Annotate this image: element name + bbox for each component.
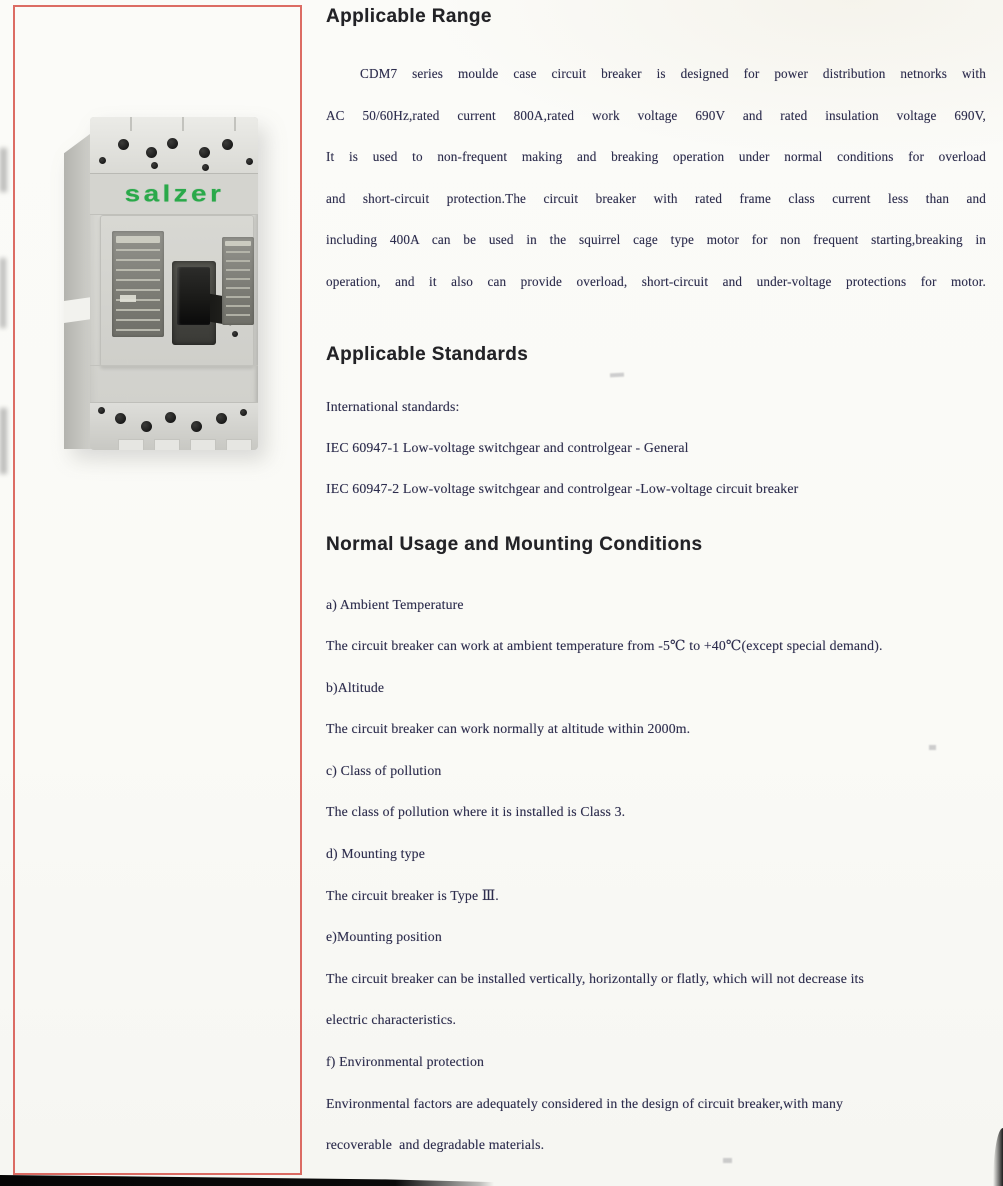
toggle-handle: [177, 267, 210, 325]
scan-speck: [929, 745, 936, 750]
text-line: IEC 60947-1 Low-voltage switchgear and controlgear - General: [326, 440, 689, 455]
text-line: recoverable and degradable materials.: [326, 1137, 545, 1152]
breaker-front-face: [90, 117, 258, 449]
screw-dot: [146, 147, 157, 158]
text-line: a) Ambient Temperature: [326, 597, 464, 612]
text-line: Environmental factors are adequately considered in the design of circuit breaker,with many: [326, 1096, 844, 1111]
screw-dot: [165, 412, 176, 423]
screw-dot: [202, 164, 209, 171]
screw-dot: [199, 147, 210, 158]
scan-smudge: [0, 408, 7, 474]
heading-applicable-range: Applicable Range: [326, 6, 492, 27]
terminal-groove: [234, 117, 236, 131]
terminal-groove: [130, 117, 132, 131]
screw-dot: [191, 421, 202, 432]
text-line: CDM7 series moulde case circuit breaker is designed for power distribution netnorks with: [360, 66, 986, 81]
rating-label-text-lines: [116, 249, 160, 331]
screw-dot: [240, 409, 247, 416]
rating-label-title: [225, 241, 251, 246]
text-line: c) Class of pollution: [326, 763, 442, 778]
scan-speck: [723, 1158, 732, 1163]
text-line: d) Mounting type: [326, 846, 425, 861]
heading-applicable-standards: Applicable Standards: [326, 344, 529, 365]
terminal-tab: [118, 439, 144, 450]
breaker-photo: [64, 117, 258, 449]
text-line: e)Mounting position: [326, 929, 442, 944]
screw-dot: [167, 138, 178, 149]
text-line: b)Altitude: [326, 680, 385, 695]
terminal-tab: [226, 439, 252, 450]
text-line: International standards:: [326, 399, 460, 414]
text-line: The class of pollution where it is installed is Class 3.: [326, 804, 626, 819]
text-line: f) Environmental protection: [326, 1054, 485, 1069]
screw-dot: [216, 413, 227, 424]
text-line: operation, and it also can provide overload, short-circuit and under-voltage protections for motor.: [326, 274, 986, 289]
screw-dot: [99, 157, 106, 164]
text-line: The circuit breaker can work at ambient temperature from -5℃ to +40℃(except special demand).: [326, 638, 883, 653]
brand-band: [90, 174, 258, 215]
screw-dot: [232, 331, 238, 337]
screw-dot: [151, 162, 158, 169]
screw-dot: [222, 139, 233, 150]
text-line: The circuit breaker is Type Ⅲ.: [326, 888, 499, 903]
text-line: The circuit breaker can be installed vertically, horizontally or flatly, which will not decrease its: [326, 971, 865, 986]
text-line: including 400A can be used in the squirrel cage type motor for non frequent starting,breaking in: [326, 232, 986, 247]
text-line: electric characteristics.: [326, 1012, 457, 1027]
screw-dot: [115, 413, 126, 424]
text-line: It is used to non-frequent making and breaking operation under normal conditions for overload: [326, 149, 986, 164]
scan-smudge: [0, 258, 6, 328]
page-edge-shadow: [993, 1128, 1003, 1186]
case-seam: [90, 365, 258, 366]
breaker-bottom-terminals: [90, 402, 258, 450]
rating-label-right: [222, 237, 254, 325]
scan-speck: [610, 373, 624, 378]
scan-smudge: [0, 148, 7, 192]
terminal-tab: [190, 439, 216, 450]
rating-label-title: [116, 236, 160, 243]
rating-label-text-lines: [226, 251, 250, 319]
screw-dot: [118, 139, 129, 150]
screw-dot: [98, 407, 105, 414]
heading-normal-usage: Normal Usage and Mounting Conditions: [326, 534, 703, 555]
brand-logo: salzer: [124, 180, 224, 207]
bottom-scan-bar: [0, 1174, 494, 1186]
text-line: AC 50/60Hz,rated current 800A,rated work voltage 690V and rated insulation voltage 690V,: [326, 108, 986, 123]
text-line: The circuit breaker can work normally at altitude within 2000m.: [326, 721, 691, 736]
screw-dot: [246, 158, 253, 165]
terminal-groove: [182, 117, 184, 131]
text-line: IEC 60947-2 Low-voltage switchgear and controlgear -Low-voltage circuit breaker: [326, 481, 799, 496]
terminal-tab: [154, 439, 180, 450]
breaker-side-label-strip: [64, 297, 92, 323]
rating-label-highlight-chip: [120, 295, 136, 302]
rating-label-left: [112, 231, 164, 337]
text-line: and short-circuit protection.The circuit breaker with rated frame class current less than and: [326, 191, 986, 206]
screw-dot: [141, 421, 152, 432]
